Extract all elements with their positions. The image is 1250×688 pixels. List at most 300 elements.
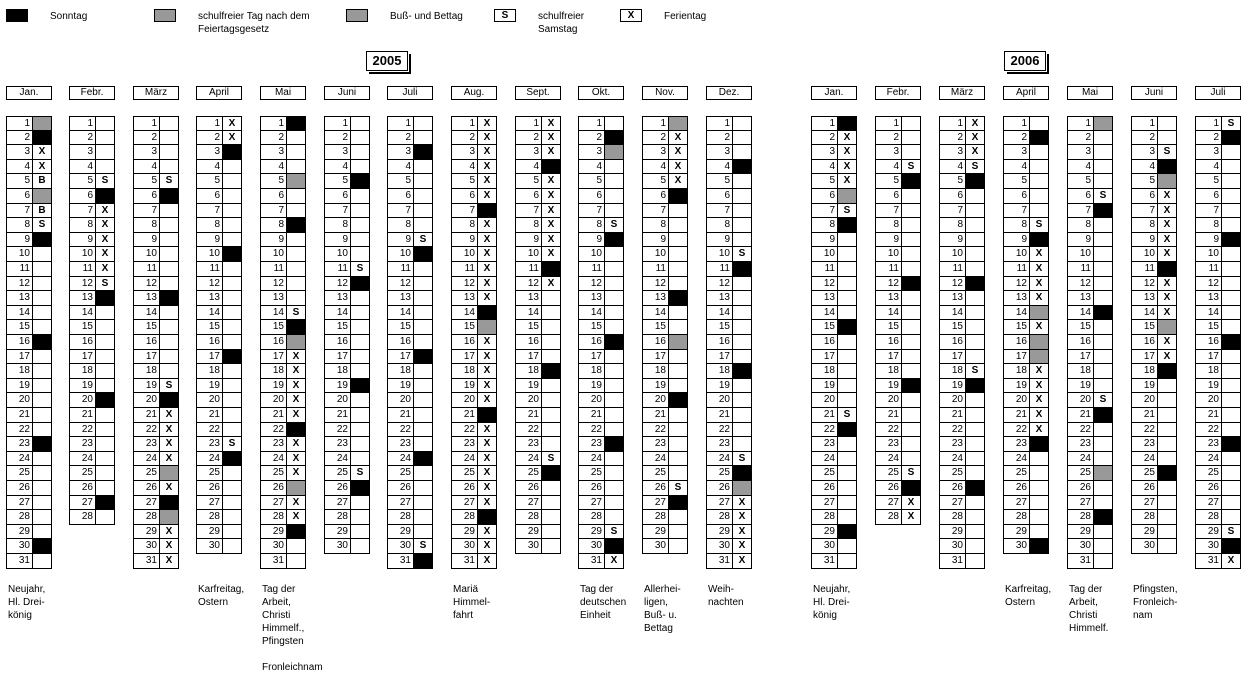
day-row [578,350,624,365]
day-mark: X [95,247,115,262]
day-number: 24 [1195,452,1221,467]
day-row [515,116,561,131]
day-mark [1029,539,1049,554]
day-mark [541,393,561,408]
day-number: 19 [811,379,837,394]
day-row [642,218,688,233]
day-number: 8 [133,218,159,233]
day-row [133,335,179,350]
day-number: 6 [939,189,965,204]
day-row [875,423,921,438]
day-row [387,350,433,365]
day-row [260,131,306,146]
day-row [1131,116,1177,131]
day-mark: X [1029,291,1049,306]
day-row [939,510,985,525]
day-number: 17 [706,350,732,365]
day-number: 18 [451,364,477,379]
day-number: 10 [515,247,541,262]
day-number: 29 [260,525,286,540]
day-row [196,277,242,292]
day-number: 10 [133,247,159,262]
day-mark [1157,262,1177,277]
day-mark [413,306,433,321]
day-mark: X [286,452,306,467]
day-mark: X [159,408,179,423]
day-mark: X [1029,247,1049,262]
day-number: 15 [387,320,413,335]
day-number: 8 [6,218,32,233]
day-mark [1029,189,1049,204]
day-mark [837,291,857,306]
day-row [706,174,752,189]
day-mark [965,189,985,204]
day-row [811,539,857,554]
day-row [6,510,52,525]
day-number: 11 [1195,262,1221,277]
day-mark [1029,116,1049,131]
day-number: 8 [578,218,604,233]
day-row [1003,204,1049,219]
day-mark [32,277,52,292]
day-mark [477,306,497,321]
day-row [642,496,688,511]
day-mark [222,510,242,525]
day-row [387,306,433,321]
day-row [260,247,306,262]
day-row [642,379,688,394]
day-number: 7 [1131,204,1157,219]
day-number: 14 [811,306,837,321]
day-number: 25 [196,466,222,481]
day-number: 1 [69,116,95,131]
day-row [1067,393,1113,408]
day-row [811,174,857,189]
day-number: 6 [642,189,668,204]
day-mark: X [477,554,497,569]
day-row [451,393,497,408]
day-row [451,233,497,248]
day-mark [1157,466,1177,481]
day-number: 28 [515,510,541,525]
day-row [1067,247,1113,262]
holiday-swatch [154,9,176,22]
day-mark [1093,466,1113,481]
day-number: 11 [6,262,32,277]
day-mark [95,364,115,379]
day-number: 25 [515,466,541,481]
day-number: 21 [133,408,159,423]
day-row [1003,291,1049,306]
day-number: 16 [1195,335,1221,350]
day-number: 10 [1067,247,1093,262]
day-row [939,233,985,248]
day-mark: X [541,131,561,146]
month-header: Nov. [642,86,688,100]
day-mark: X [1157,189,1177,204]
day-row [578,335,624,350]
day-row [1003,218,1049,233]
day-row [387,218,433,233]
day-mark [732,466,752,481]
day-number: 8 [706,218,732,233]
day-number: 17 [939,350,965,365]
day-number: 5 [6,174,32,189]
day-mark [286,554,306,569]
day-mark [32,379,52,394]
day-row [1067,320,1113,335]
day-number: 6 [451,189,477,204]
month-header: Okt. [578,86,624,100]
day-number: 2 [1131,131,1157,146]
day-number: 4 [133,160,159,175]
day-mark [286,481,306,496]
day-number: 21 [642,408,668,423]
year-2005: 2005 [366,51,408,71]
day-mark [413,320,433,335]
day-mark [1221,423,1241,438]
day-row [706,320,752,335]
day-row [69,160,115,175]
day-mark [965,452,985,467]
day-row [260,408,306,423]
day-number: 29 [1067,525,1093,540]
day-row [196,393,242,408]
day-number: 29 [196,525,222,540]
day-number: 5 [133,174,159,189]
day-number: 11 [515,262,541,277]
day-number: 26 [578,481,604,496]
day-mark [350,423,370,438]
day-mark [901,145,921,160]
day-mark [1221,496,1241,511]
day-row [706,554,752,569]
day-number: 21 [260,408,286,423]
day-mark [1029,131,1049,146]
day-row [515,233,561,248]
day-row [324,335,370,350]
day-row [1067,364,1113,379]
day-mark [95,496,115,511]
day-row [578,496,624,511]
day-mark [732,218,752,233]
day-row [811,423,857,438]
day-row [133,145,179,160]
day-mark [732,379,752,394]
month-column [515,86,561,552]
day-row [515,525,561,540]
day-number: 6 [1067,189,1093,204]
day-number: 28 [196,510,222,525]
day-mark [159,393,179,408]
day-mark [837,393,857,408]
day-row [1067,437,1113,452]
day-mark: S [95,277,115,292]
day-mark [837,466,857,481]
day-number: 23 [1195,437,1221,452]
day-number: 13 [939,291,965,306]
day-row [196,320,242,335]
day-mark: X [541,277,561,292]
day-mark [95,510,115,525]
day-mark [32,364,52,379]
day-row [260,204,306,219]
day-row [196,247,242,262]
day-row [578,218,624,233]
day-mark [1221,335,1241,350]
day-row [387,496,433,511]
day-number: 21 [939,408,965,423]
day-mark [413,291,433,306]
day-number: 10 [811,247,837,262]
day-row [875,145,921,160]
day-row [811,466,857,481]
day-number: 16 [387,335,413,350]
day-row [515,423,561,438]
day-number: 28 [387,510,413,525]
day-number: 6 [811,189,837,204]
day-number: 14 [133,306,159,321]
day-row [1131,262,1177,277]
day-row [387,364,433,379]
day-row [196,408,242,423]
day-mark [159,131,179,146]
day-number: 27 [324,496,350,511]
day-mark [1221,481,1241,496]
day-mark [350,496,370,511]
day-number: 24 [196,452,222,467]
day-mark [1221,364,1241,379]
day-mark: X [837,160,857,175]
day-number: 28 [811,510,837,525]
day-row [451,525,497,540]
day-row [1067,496,1113,511]
day-mark [541,364,561,379]
day-row [1195,320,1241,335]
day-number: 17 [451,350,477,365]
day-row [875,277,921,292]
day-number: 12 [706,277,732,292]
day-row [69,466,115,481]
day-number: 15 [811,320,837,335]
day-number: 7 [642,204,668,219]
day-row [706,408,752,423]
day-mark: X [541,145,561,160]
day-number: 10 [260,247,286,262]
day-number: 21 [324,408,350,423]
day-number: 15 [69,320,95,335]
day-mark [286,262,306,277]
day-number: 9 [1067,233,1093,248]
day-row [811,437,857,452]
day-mark [350,247,370,262]
day-row [133,291,179,306]
day-row [133,189,179,204]
day-number: 9 [324,233,350,248]
day-mark [1221,131,1241,146]
day-mark: S [901,466,921,481]
day-row [875,174,921,189]
day-mark [1221,408,1241,423]
day-number: 4 [515,160,541,175]
day-number: 2 [811,131,837,146]
day-row [133,364,179,379]
day-number: 12 [1195,277,1221,292]
day-number: 11 [811,262,837,277]
day-row [811,481,857,496]
day-number: 23 [642,437,668,452]
day-mark [837,277,857,292]
day-row [69,393,115,408]
day-number: 1 [811,116,837,131]
day-number: 27 [578,496,604,511]
day-row [6,379,52,394]
day-mark: X [541,233,561,248]
day-row [515,335,561,350]
day-number: 5 [324,174,350,189]
day-row [939,393,985,408]
day-row [515,160,561,175]
day-number: 15 [1003,320,1029,335]
day-row [1067,116,1113,131]
day-row [578,320,624,335]
day-number: 21 [1195,408,1221,423]
day-row [133,379,179,394]
day-row [133,437,179,452]
day-mark [286,247,306,262]
day-number: 20 [578,393,604,408]
day-number: 28 [1195,510,1221,525]
day-row [1131,510,1177,525]
day-number: 4 [1067,160,1093,175]
day-row [196,452,242,467]
day-row [706,218,752,233]
day-number: 1 [387,116,413,131]
day-number: 29 [451,525,477,540]
day-number: 24 [260,452,286,467]
day-row [387,466,433,481]
day-mark [965,510,985,525]
day-mark [159,218,179,233]
day-mark [32,247,52,262]
day-number: 2 [69,131,95,146]
day-row [69,218,115,233]
day-row [515,466,561,481]
day-row [69,277,115,292]
day-number: 19 [515,379,541,394]
day-mark [1029,452,1049,467]
day-row [1131,408,1177,423]
day-row [642,160,688,175]
day-mark [668,437,688,452]
month-header: Juli [387,86,433,100]
day-number: 21 [578,408,604,423]
day-mark [901,481,921,496]
day-number: 30 [387,539,413,554]
day-row [1131,393,1177,408]
day-mark: X [477,247,497,262]
day-mark: S [1157,145,1177,160]
day-mark [541,496,561,511]
day-mark: S [541,452,561,467]
day-row [451,247,497,262]
day-number: 31 [451,554,477,569]
day-mark [541,350,561,365]
day-mark [95,350,115,365]
day-row [196,525,242,540]
day-row [578,393,624,408]
day-number: 28 [875,510,901,525]
day-row [1131,379,1177,394]
day-row [875,189,921,204]
day-row [578,116,624,131]
day-number: 18 [133,364,159,379]
day-mark [413,247,433,262]
day-mark [95,466,115,481]
day-mark [732,408,752,423]
day-row [133,496,179,511]
day-row [578,423,624,438]
day-row [706,262,752,277]
day-mark [286,335,306,350]
day-number: 19 [875,379,901,394]
day-mark: X [477,233,497,248]
day-mark [965,277,985,292]
day-mark [222,539,242,554]
day-row [451,554,497,569]
day-row [578,145,624,160]
day-number: 5 [1067,174,1093,189]
day-mark [1029,335,1049,350]
day-mark [413,466,433,481]
day-mark [1221,452,1241,467]
day-row [811,116,857,131]
day-number: 24 [642,452,668,467]
day-mark [1221,174,1241,189]
day-number: 5 [515,174,541,189]
day-row [515,408,561,423]
day-number: 17 [196,350,222,365]
day-row [642,116,688,131]
day-row [1067,218,1113,233]
day-row [939,481,985,496]
day-mark [1221,204,1241,219]
day-row [811,247,857,262]
day-number: 27 [69,496,95,511]
day-number: 13 [6,291,32,306]
day-mark [901,174,921,189]
day-row [69,247,115,262]
day-mark: S [604,525,624,540]
day-mark [837,379,857,394]
day-mark [1221,233,1241,248]
day-mark [32,393,52,408]
day-mark [965,481,985,496]
day-number: 10 [451,247,477,262]
day-row [260,262,306,277]
day-mark: X [541,247,561,262]
day-row [515,350,561,365]
day-row [387,233,433,248]
day-row [1003,525,1049,540]
month-column [811,86,857,566]
day-mark [413,510,433,525]
day-row [939,174,985,189]
day-mark [965,408,985,423]
day-row [1195,437,1241,452]
day-mark [95,408,115,423]
day-row [6,233,52,248]
